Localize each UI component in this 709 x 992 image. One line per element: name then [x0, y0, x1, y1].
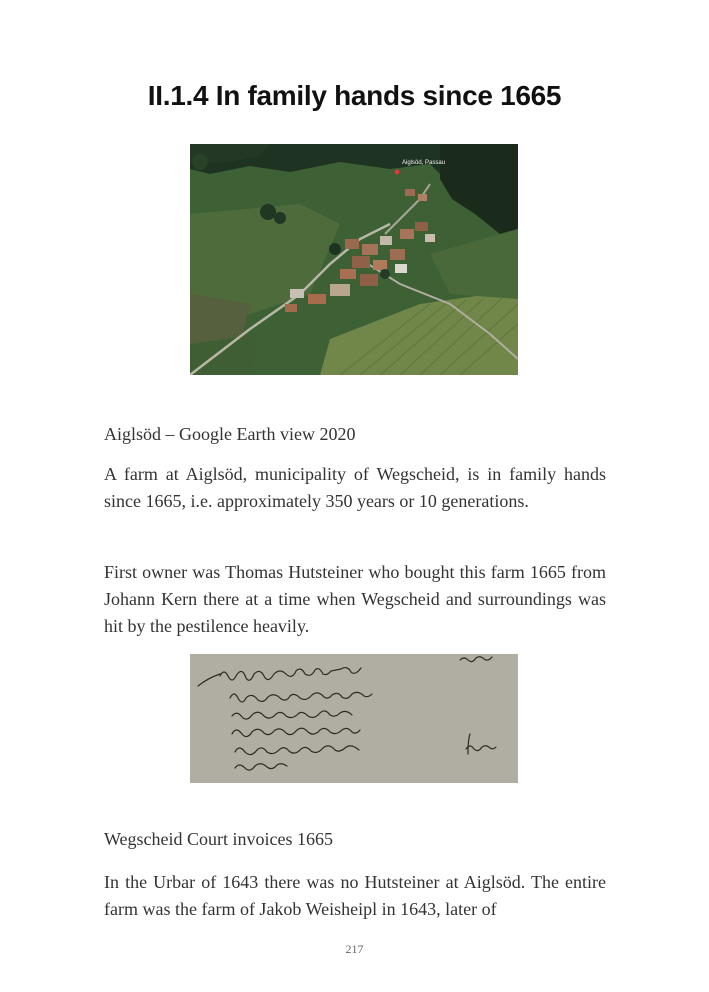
- paragraph-farm-history: A farm at Aiglsöd, municipality of Wegscheid, is in family hands since 1665, i.e. approximately 350 years or 10 generations.: [104, 464, 606, 511]
- paragraph-first-owner: First owner was Thomas Hutsteiner who bought this farm 1665 from Johann Kern there at a time when Wegscheid and surroundings was hit by the pestilence heavily.: [104, 562, 606, 636]
- satellite-map-image: [190, 144, 518, 375]
- map-place-label: Aiglsöd, Passau: [402, 160, 446, 166]
- handwritten-document-image: [190, 654, 518, 783]
- figure-caption-aerial: Aiglsöd – Google Earth view 2020: [104, 424, 356, 444]
- paragraph-urbar-1643: In the Urbar of 1643 there was no Hutsteiner at Aiglsöd. The entire farm was the farm of Jakob Weisheipl in 1643, later of: [104, 872, 606, 919]
- manuscript-scan: [190, 654, 518, 783]
- section-heading: II.1.4 In family hands since 1665: [147, 80, 562, 111]
- page-number: 217: [345, 942, 364, 956]
- aerial-photo: [190, 144, 518, 375]
- figure-caption-manuscript: Wegscheid Court invoices 1665: [104, 829, 334, 849]
